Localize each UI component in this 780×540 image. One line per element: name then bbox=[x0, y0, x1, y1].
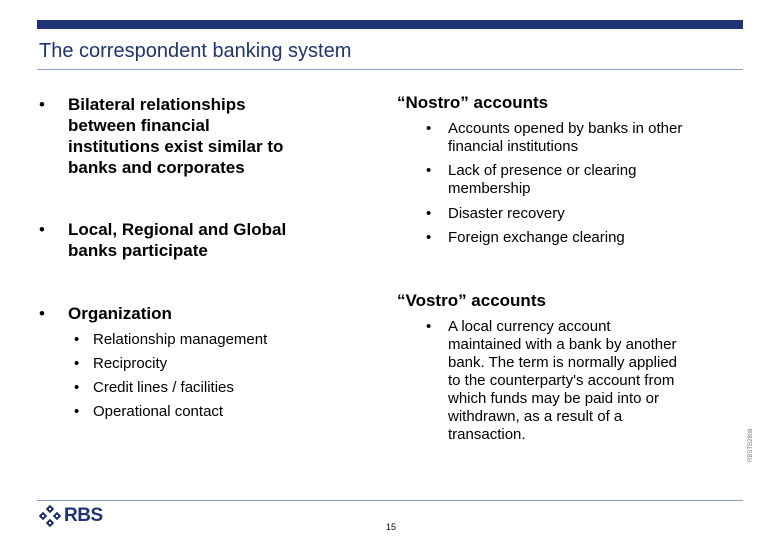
left-bullet-text: Bilateral relationships between financial institutions exist similar to banks and corporates bbox=[68, 95, 284, 177]
bullet-dot: • bbox=[39, 304, 45, 323]
nostro-item-text: Accounts opened by banks in other financial institutions bbox=[448, 120, 683, 155]
footer-divider bbox=[37, 500, 743, 501]
organization-item bbox=[74, 328, 334, 352]
bullet-dot: • bbox=[39, 95, 45, 114]
nostro-item bbox=[426, 205, 736, 223]
organization-item-label: Credit lines / facilities bbox=[93, 379, 234, 396]
nostro-item-text: Disaster recovery bbox=[448, 205, 565, 222]
organization-item-label: Operational contact bbox=[93, 403, 224, 420]
left-bullet-text: Organization bbox=[68, 304, 172, 323]
nostro-heading: “Nostro” accounts bbox=[397, 93, 549, 112]
title-divider bbox=[37, 69, 743, 70]
left-bullet-3 bbox=[39, 303, 339, 324]
organization-item-label: Reciprocity bbox=[93, 355, 168, 372]
organization-item bbox=[74, 376, 334, 400]
rbs-daisy-icon bbox=[39, 505, 61, 527]
left-bullet-1 bbox=[39, 94, 339, 178]
bullet-dot: • bbox=[426, 205, 432, 222]
bullet-dot: • bbox=[39, 220, 45, 239]
bullet-dot: • bbox=[426, 318, 432, 335]
page-number: 15 bbox=[386, 522, 397, 532]
nostro-item bbox=[426, 120, 736, 156]
bullet-dot: • bbox=[426, 120, 432, 137]
left-bullet-2 bbox=[39, 219, 339, 261]
vostro-item bbox=[426, 318, 736, 448]
nostro-item-text: Foreign exchange clearing bbox=[448, 229, 625, 246]
organization-item bbox=[74, 400, 334, 424]
top-banner-bar bbox=[37, 20, 743, 29]
nostro-item-text: Lack of presence or clearing membership bbox=[448, 162, 637, 197]
organization-item bbox=[74, 352, 334, 376]
left-bullet-text: Local, Regional and Global banks participate bbox=[68, 220, 287, 260]
slide-title: The correspondent banking system bbox=[39, 40, 352, 62]
bullet-dot: • bbox=[74, 403, 80, 420]
nostro-item bbox=[426, 229, 736, 247]
vostro-heading: “Vostro” accounts bbox=[397, 291, 546, 310]
organization-item-label: Relationship management bbox=[93, 331, 268, 348]
bullet-dot: • bbox=[74, 355, 80, 372]
nostro-item bbox=[426, 162, 736, 198]
rbs-logo bbox=[39, 505, 103, 527]
bullet-dot: • bbox=[426, 162, 432, 179]
rbs-logo-text: RBS bbox=[64, 505, 103, 526]
vostro-item-text: A local currency account maintained with a bank by another bank. The term is normally applied to the counterparty's account from which funds may be paid into or withdrawn, as a result of a transaction. bbox=[448, 318, 677, 443]
bullet-dot: • bbox=[74, 331, 80, 348]
bullet-dot: • bbox=[426, 229, 432, 246]
document-code: RBSTB2808 bbox=[748, 428, 754, 462]
bullet-dot: • bbox=[74, 379, 80, 396]
